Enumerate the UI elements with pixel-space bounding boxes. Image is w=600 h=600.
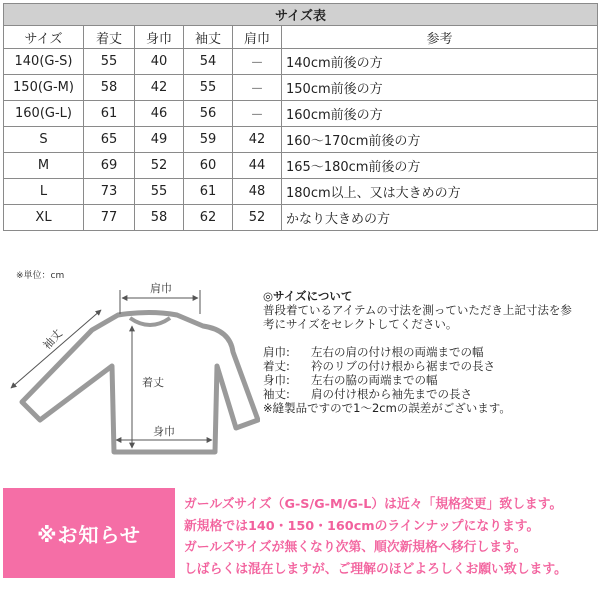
notice-line: 新規格では140・150・160cmのラインナップになります。: [184, 518, 540, 534]
cell-size: 160(G-L): [4, 101, 84, 127]
measure-key: 袖丈:: [263, 387, 290, 401]
table-row: [4, 153, 598, 179]
cell-width: 46: [135, 101, 184, 127]
cell-length: 77: [84, 205, 135, 231]
measure-key: 着丈:: [263, 359, 290, 373]
cell-length: 73: [84, 179, 135, 205]
header-shoulder: 肩巾: [233, 26, 282, 49]
notice-line: しばらくは混在しますが、ご理解のほどよろしくお願い致します。: [184, 561, 567, 577]
table-row: [4, 127, 598, 153]
table-title: サイズ表: [4, 4, 598, 26]
cell-shoulder: －: [233, 49, 282, 75]
notice-line: ガールズサイズ（G-S/G-M/G-L）は近々「規格変更」致します。: [184, 497, 563, 512]
cell-shoulder: 42: [233, 127, 282, 153]
table-row: [4, 205, 598, 231]
disclaimer: ※縫製品ですので1～2cmの誤差がございます。: [263, 401, 511, 415]
list-item: [263, 373, 598, 387]
cell-width: 40: [135, 49, 184, 75]
cell-shoulder: －: [233, 75, 282, 101]
cell-sleeve: 60: [184, 153, 233, 179]
cell-sleeve: 56: [184, 101, 233, 127]
cell-width: 49: [135, 127, 184, 153]
cell-size: XL: [4, 205, 84, 231]
cell-size: 140(G-S): [4, 49, 84, 75]
notice-text: [184, 494, 600, 580]
list-item: [263, 345, 598, 359]
cell-width: 58: [135, 205, 184, 231]
measure-value: 左右の脇の両端までの幅: [311, 373, 438, 387]
sleeve-label: 袖丈: [40, 326, 65, 353]
measure-value: 左右の肩の付け根の両端までの幅: [311, 345, 484, 359]
table-header-row: [4, 26, 598, 49]
cell-size: S: [4, 127, 84, 153]
about-intro-2: 考にサイズをセレクトしてください。: [263, 317, 458, 331]
cell-sleeve: 61: [184, 179, 233, 205]
cell-length: 55: [84, 49, 135, 75]
table-row: [4, 179, 598, 205]
garment-diagram: [0, 270, 260, 485]
cell-reference: 150cm前後の方: [282, 75, 598, 101]
cell-sleeve: 54: [184, 49, 233, 75]
cell-reference: 165～180cm前後の方: [282, 153, 598, 179]
width-label: 身巾: [153, 425, 175, 438]
notice-line: ガールズサイズが無くなり次第、順次新規格へ移行します。: [184, 540, 527, 555]
measure-value: 衿のリブの付け根から裾までの長さ: [311, 359, 495, 373]
header-sleeve: 袖丈: [184, 26, 233, 49]
cell-shoulder: 48: [233, 179, 282, 205]
cell-reference: かなり大きめの方: [282, 205, 598, 231]
header-width: 身巾: [135, 26, 184, 49]
cell-length: 65: [84, 127, 135, 153]
size-about: [263, 289, 598, 415]
table-title-row: [4, 4, 598, 26]
cell-length: 69: [84, 153, 135, 179]
cell-width: 55: [135, 179, 184, 205]
header-size: サイズ: [4, 26, 84, 49]
cell-shoulder: －: [233, 101, 282, 127]
about-title: ◎サイズについて: [263, 289, 353, 303]
notice-label: ※お知らせ: [37, 522, 141, 547]
cell-shoulder: 52: [233, 205, 282, 231]
sleeve-arrow: [11, 310, 101, 388]
cell-size: L: [4, 179, 84, 205]
length-label: 着丈: [142, 376, 164, 389]
unit-note: ※単位：cm: [16, 271, 65, 281]
cell-reference: 180cm以上、又は大きめの方: [282, 179, 598, 205]
cell-width: 52: [135, 153, 184, 179]
about-intro-1: 普段着ているアイテムの寸法を測っていただき上記寸法を参: [263, 303, 572, 317]
cell-reference: 140cm前後の方: [282, 49, 598, 75]
cell-sleeve: 55: [184, 75, 233, 101]
list-item: [263, 387, 598, 401]
notice-badge: [3, 488, 175, 578]
measure-list: [263, 345, 598, 401]
collar: [130, 318, 170, 325]
cell-shoulder: 44: [233, 153, 282, 179]
cell-length: 61: [84, 101, 135, 127]
cell-reference: 160cm前後の方: [282, 101, 598, 127]
measure-key: 身巾:: [263, 373, 290, 387]
cell-length: 58: [84, 75, 135, 101]
measure-key: 肩巾:: [263, 345, 290, 359]
cell-reference: 160～170cm前後の方: [282, 127, 598, 153]
size-table: [3, 3, 598, 231]
table-row: [4, 49, 598, 75]
table-row: [4, 101, 598, 127]
cell-size: M: [4, 153, 84, 179]
cell-width: 42: [135, 75, 184, 101]
shoulder-label: 肩巾: [150, 282, 172, 295]
table-row: [4, 75, 598, 101]
cell-size: 150(G-M): [4, 75, 84, 101]
measure-value: 肩の付け根から袖先までの長さ: [311, 387, 472, 401]
list-item: [263, 359, 598, 373]
header-reference: 参考: [282, 26, 598, 49]
header-length: 着丈: [84, 26, 135, 49]
cell-sleeve: 59: [184, 127, 233, 153]
cell-sleeve: 62: [184, 205, 233, 231]
